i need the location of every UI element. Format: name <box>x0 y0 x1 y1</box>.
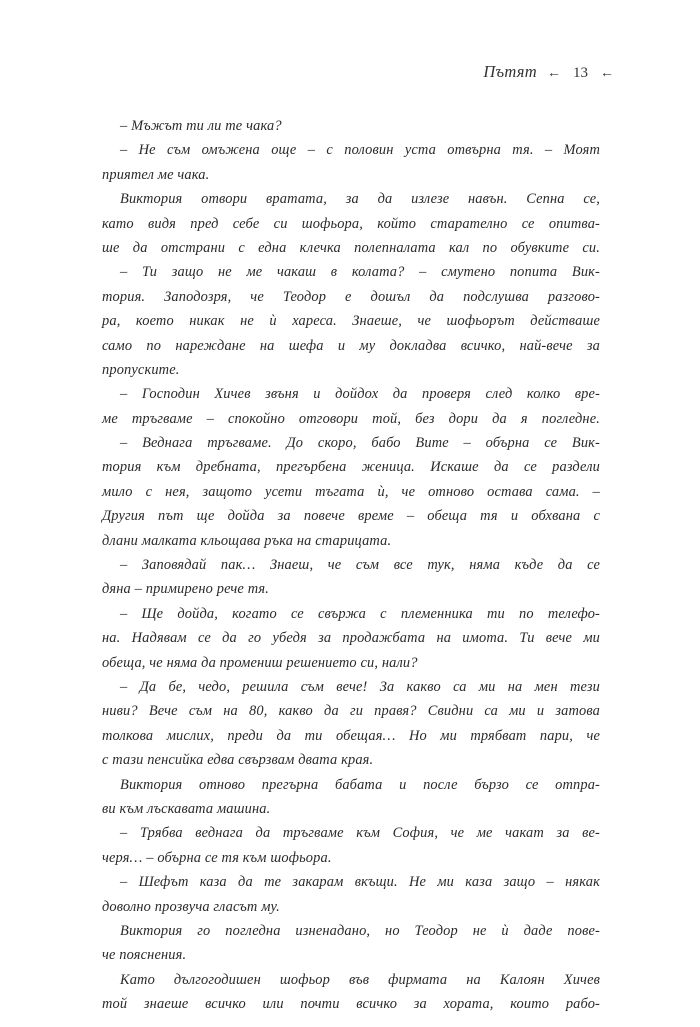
text-line: – Да бе, чедо, решила съм вече! За какво са ми на мен тези <box>120 678 600 695</box>
text-line: ме тръгваме – спокойно отговори той, без дори да я погледне. <box>102 410 600 427</box>
text-line: – Шефът каза да те закарам вкъщи. Не ми каза защо – някак <box>120 874 600 891</box>
text-line: само по нареждане на шефа и му докладва всичко, най-вече за <box>102 337 600 354</box>
text-line: пропуските. <box>102 361 180 378</box>
text-line: – Трябва веднага да тръгваме към София, че ме чакат за ве- <box>120 825 600 842</box>
text-line: толкова мислих, преди да ти обещая… Но ми трябват пари, че <box>102 727 600 744</box>
text-line: – Веднага тръгваме. До скоро, бабо Вите – обърна се Вик- <box>120 435 600 452</box>
text-line: ра, което никак не ѝ хареса. Знаеше, че шофьорът действаше <box>102 313 600 330</box>
text-line: приятел ме чака. <box>102 166 210 183</box>
text-line: Виктория отново прегърна бабата и после бързо се отпра- <box>120 776 600 793</box>
text-line: с тази пенсийка едва свързвам двата края. <box>102 752 374 769</box>
text-line: – Ще дойда, когато се свържа с племенника ти по телефо- <box>120 605 600 622</box>
text-line: – Мъжът ти ли те чака? <box>120 118 282 134</box>
text-line: – Господин Хичев звъня и дойдох да проверя след колко вре- <box>120 386 600 403</box>
left-arrow-icon: ← <box>547 66 561 81</box>
text-line: ниви? Вече съм на 80, какво да ги правя? Свидни са ми и затова <box>102 703 600 720</box>
running-head <box>483 62 614 82</box>
text-line: Виктория отвори вратата, за да излезе навън. Сепна се, <box>120 191 600 208</box>
chapter-title: Пътят <box>483 62 537 81</box>
text-line: Виктория го погледна изненадано, но Теодор не ѝ даде пове- <box>120 922 600 939</box>
text-line: мило с нея, защото усети тъгата ѝ, че отново остава сама. – <box>102 483 600 500</box>
text-line: обеща, че няма да промениш решението си, нали? <box>102 654 418 671</box>
text-line: че пояснения. <box>102 947 187 964</box>
text-line: Като дългогодишен шофьор във фирмата на Калоян Хичев <box>120 971 600 988</box>
text-line: ше да отстрани с една клечка полепналата кал по обувките си. <box>102 239 600 256</box>
text-line: черя… – обърна се тя към шофьора. <box>102 849 332 866</box>
text-line: на. Надявам се да го убедя за продажбата на имота. Ти вече ми <box>102 630 600 647</box>
body-text <box>102 114 600 1016</box>
text-line: тория към дребната, прегърбена женица. Искаше да се раздели <box>102 459 600 476</box>
left-arrow-icon: ← <box>600 66 614 81</box>
text-line: дяна – примирено рече тя. <box>102 581 270 598</box>
text-line: Другия път ще дойда за повече време – обеща тя и обхвана с <box>102 508 600 525</box>
text-line: длани малката кльощава ръка на старицата. <box>102 532 392 549</box>
text-line: – Не съм омъжена още – с половин уста отвърна тя. – Моят <box>120 142 600 159</box>
text-line: ви към лъскавата машина. <box>102 800 271 817</box>
text-line: – Ти защо не ме чакаш в колата? – смутено попита Вик- <box>120 264 600 281</box>
text-line: доволно прозвуча гласът му. <box>102 898 280 915</box>
text-line: като видя пред себе си шофьора, който старателно се опитва- <box>102 215 600 232</box>
page-number: 13 <box>573 65 588 81</box>
text-line: – Заповядай пак… Знаеш, че съм все тук, няма къде да се <box>120 557 600 574</box>
text-line: тория. Заподозря, че Теодор е дошъл да подслушва разгово- <box>102 288 600 305</box>
text-line: той знаеше всичко или почти всичко за хората, които рабо- <box>102 996 600 1013</box>
